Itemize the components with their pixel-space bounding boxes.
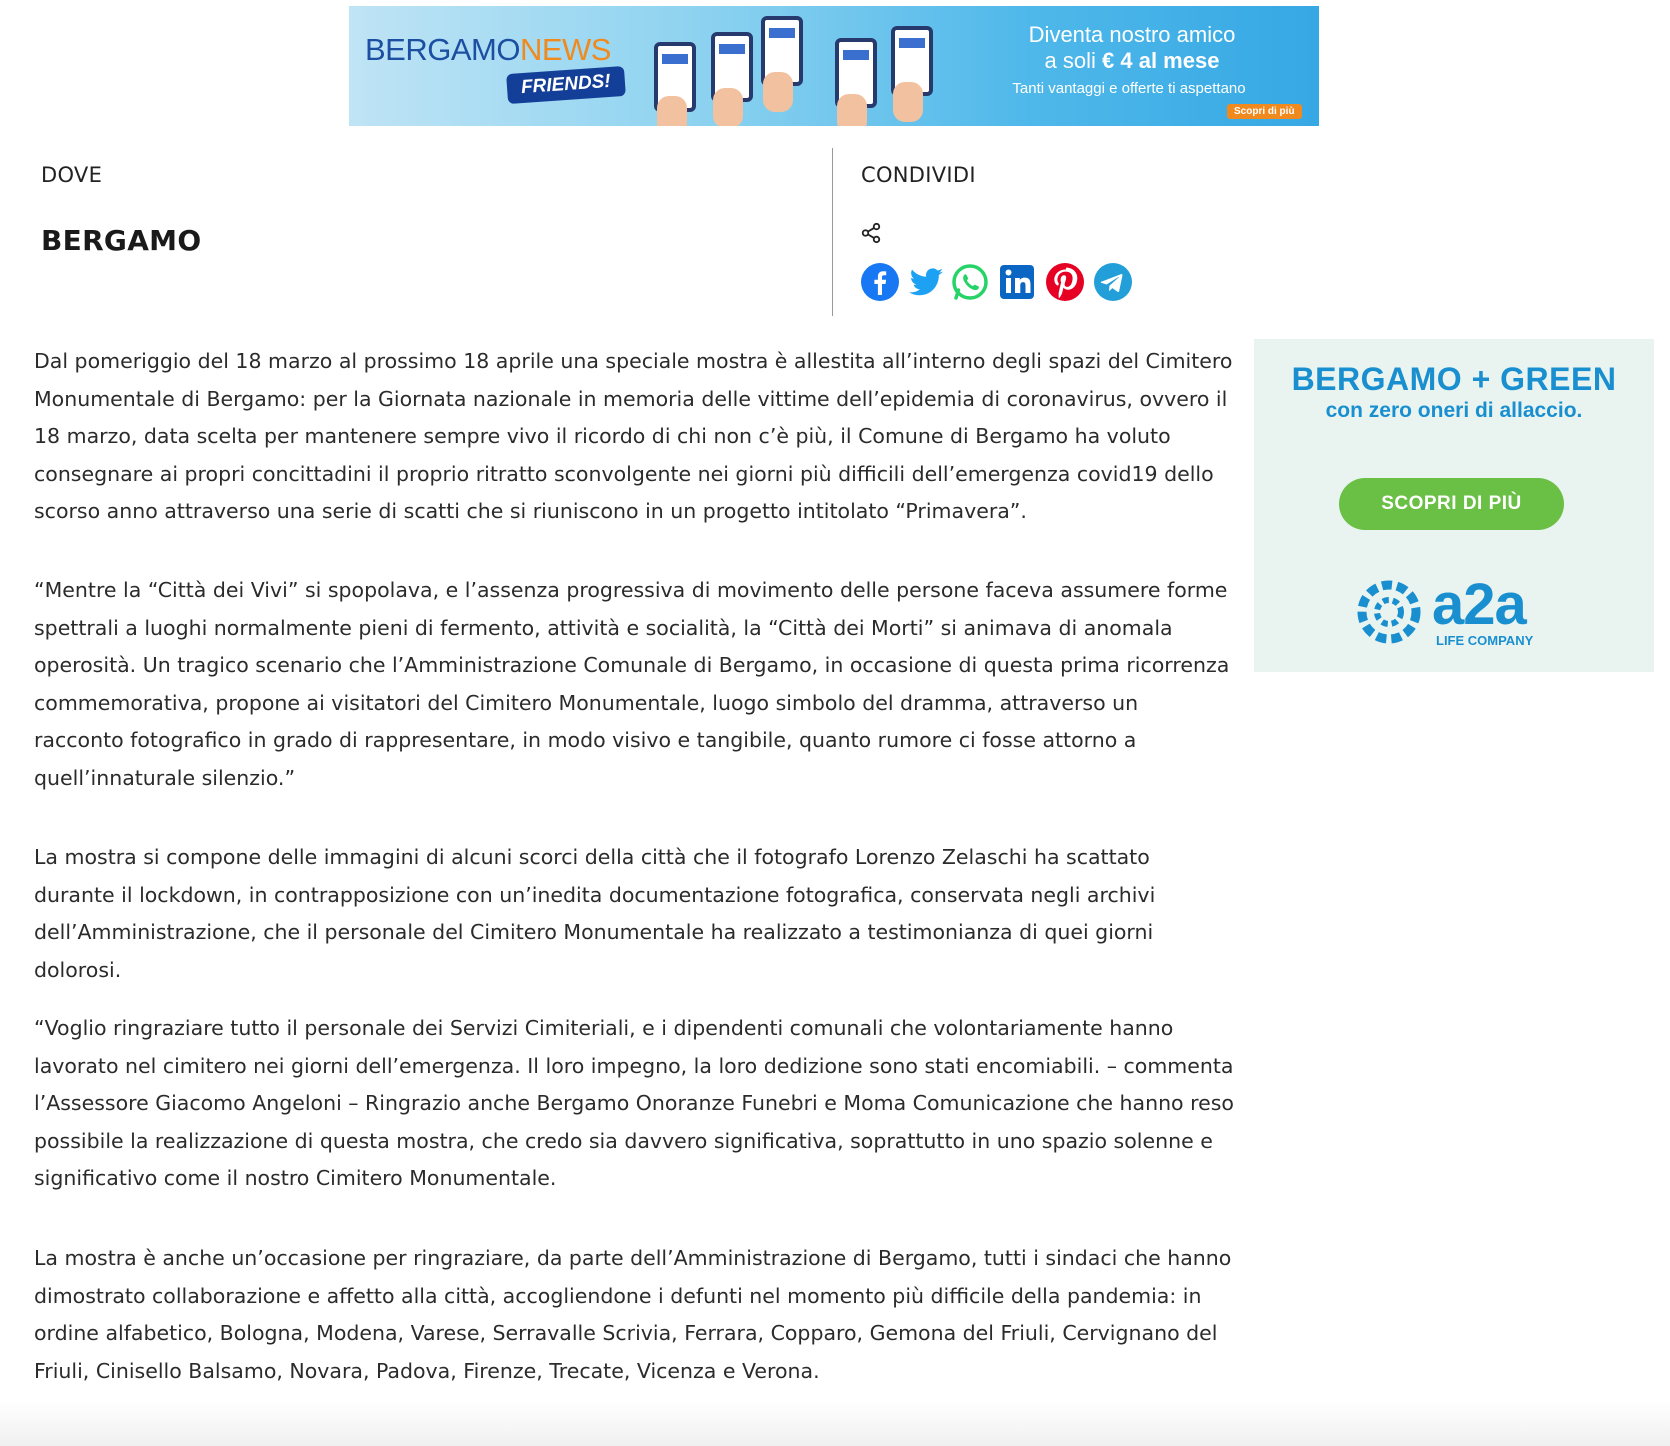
info-divider xyxy=(832,148,833,316)
dove-value: BERGAMO xyxy=(41,224,202,257)
bergamonews-logo: BERGAMONEWS xyxy=(365,32,611,67)
pinterest-icon[interactable] xyxy=(1045,262,1085,302)
top-banner-ad[interactable] xyxy=(349,6,1319,126)
hand-illustration xyxy=(837,94,867,126)
hand-illustration xyxy=(893,82,923,122)
banner-subline: Tanti vantaggi e offerte ti aspettano xyxy=(1012,80,1246,97)
article-paragraph: Dal pomeriggio del 18 marzo al prossimo 18 aprile una speciale mostra è allestita all’interno degli spazi del Cimitero Monumentale di Bergamo: per la Giornata nazionale in memoria delle vittime dell’epidemia di coronavirus, ovvero il 18 marzo, data scelta per mantenere sempre vivo il ricordo di chi non c’è più, il Comune di Bergamo ha voluto consegnare ai propri concittadini il proprio ritratto sconvolgente nei giorni più difficili dell’emergenza covid19 dello scorso anno attraverso una serie di scatti che si riuniscono in un progetto intitolato “Primavera”. xyxy=(34,349,1233,523)
article-paragraph: La mostra si compone delle immagini di alcuni scorci della città che il fotografo Lorenzo Zelaschi ha scattato durante il lockdown, in contrapposizione con un’inedita documentazione fotografica, conservata negli archivi dell’Amministrazione, che il personale del Cimitero Monumentale ha realizzato a testimonianza di quei giorni dolorosi. xyxy=(34,845,1156,982)
facebook-icon[interactable] xyxy=(860,262,900,302)
hand-illustration xyxy=(763,72,793,112)
share-icon[interactable] xyxy=(860,222,882,244)
article-paragraph: La mostra è anche un’occasione per ringraziare, da parte dell’Amministrazione di Bergamo, tutti i sindaci che hanno dimostrato collaborazione e affetto alla città, accogliendone i defunti nel momento più difficile della pandemia: in ordine alfabetico, Bologna, Modena, Varese, Serravalle Scrivia, Ferrara, Copparo, Gemona del Friuli, Cervignano del Friuli, Cinisello Balsamo, Novara, Padova, Firenze, Trecate, Vicenza e Verona. xyxy=(34,1246,1232,1383)
hand-illustration xyxy=(713,88,743,126)
telegram-icon[interactable] xyxy=(1093,262,1133,302)
share-label: CONDIVIDI xyxy=(861,163,976,187)
banner-headline: Diventa nostro amico a soli € 4 al mese xyxy=(1028,22,1236,73)
twitter-icon[interactable] xyxy=(906,262,946,302)
article-paragraph: “Mentre la “Città dei Vivi” si spopolava, e l’assenza progressiva di movimento delle persone faceva assumere forme spettrali a luoghi normalmente pieni di fermento, attività e socialità, la “Città dei Morti” si animava di anomala operosità. Un tragico scenario che l’Amministrazione Comunale di Bergamo, in occasione di questa prima ricorrenza commemorativa, propone ai visitatori del Cimitero Monumentale, luogo simbolo del dramma, attraverso un racconto fotografico in grado di rappresentare, in modo visivo e tangibile, quanto rumore ci fosse attorno a quell’innaturale silenzio.” xyxy=(34,578,1230,790)
hand-illustration xyxy=(657,96,687,126)
side-ad-headline: BERGAMO + GREEN xyxy=(1291,361,1617,397)
article-paragraph: “Voglio ringraziare tutto il personale dei Servizi Cimiteriali, e i dipendenti comunali che volontariamente hanno lavorato nel cimitero nei giorni dell’emergenza. Il loro impegno, la loro dedizione sono stati encomiabili. – commenta l’Assessore Giacomo Angeloni – Ringrazio anche Bergamo Onoranze Funebri e Moma Comunicazione che hanno reso possibile la realizzazione di questa mostra, che credo sia davvero significativa, soprattutto in uno spazio solenne e significativo come il nostro Cimitero Monumentale. xyxy=(34,1016,1234,1190)
scopri-di-piu-button[interactable]: SCOPRI DI PIÙ xyxy=(1339,478,1564,530)
friends-badge: FRIENDS! xyxy=(506,66,626,104)
a2a-ring-icon xyxy=(1354,577,1424,647)
side-ad-subline: con zero oneri di allaccio. xyxy=(1325,399,1583,422)
side-ad-a2a[interactable] xyxy=(1254,339,1654,672)
linkedin-icon[interactable] xyxy=(997,262,1037,302)
whatsapp-icon[interactable] xyxy=(950,262,990,302)
banner-cta-button[interactable]: Scopri di più xyxy=(1227,104,1302,119)
bottom-fade xyxy=(0,1400,1670,1446)
dove-label: DOVE xyxy=(41,163,103,187)
a2a-logo: a2a LIFE COMPANY xyxy=(1354,577,1554,657)
